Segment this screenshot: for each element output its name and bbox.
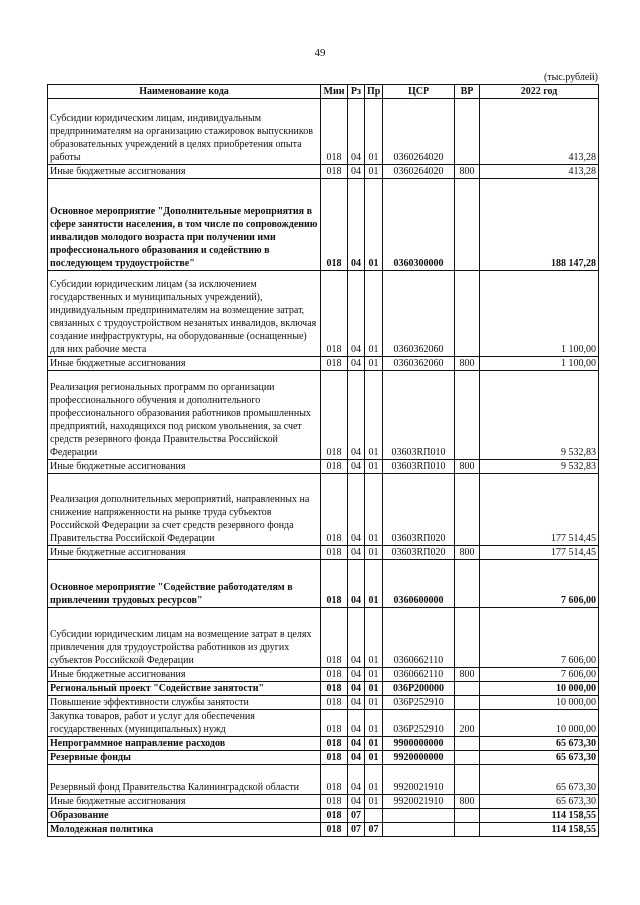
cell-vr xyxy=(455,371,480,460)
page-number: 49 xyxy=(314,47,326,59)
cell-amount: 10 000,00 xyxy=(480,682,599,696)
cell-name: Субсидии юридическим лицам на возмещение затрат в целях привлечения для трудоустройства работников из других субъектов Российской Федерации xyxy=(48,608,321,668)
cell-name: Основное мероприятие "Содействие работодателям в привлечении трудовых ресурсов" xyxy=(48,560,321,608)
cell-csr: 03603RП010 xyxy=(383,371,455,460)
cell-vr xyxy=(455,696,480,710)
cell-csr: 0360300000 xyxy=(383,179,455,271)
cell-rz: 07 xyxy=(348,823,365,837)
table-header-row xyxy=(48,85,599,99)
cell-pr: 01 xyxy=(365,474,383,546)
cell-pr: 01 xyxy=(365,668,383,682)
cell-min: 018 xyxy=(321,271,348,357)
cell-name: Региональный проект "Содействие занятости" xyxy=(48,682,321,696)
cell-min: 018 xyxy=(321,99,348,165)
table-row xyxy=(48,751,599,765)
table-row xyxy=(48,99,599,165)
cell-rz: 04 xyxy=(348,179,365,271)
cell-min: 018 xyxy=(321,809,348,823)
cell-csr: 0360362060 xyxy=(383,271,455,357)
cell-name: Иные бюджетные ассигнования xyxy=(48,668,321,682)
cell-csr: 03603RП010 xyxy=(383,460,455,474)
cell-vr: 800 xyxy=(455,460,480,474)
cell-csr xyxy=(383,809,455,823)
cell-rz: 04 xyxy=(348,546,365,560)
cell-amount: 9 532,83 xyxy=(480,460,599,474)
cell-pr xyxy=(365,809,383,823)
cell-csr: 9900000000 xyxy=(383,737,455,751)
cell-vr: 800 xyxy=(455,357,480,371)
cell-amount: 65 673,30 xyxy=(480,751,599,765)
cell-min: 018 xyxy=(321,474,348,546)
cell-rz: 04 xyxy=(348,795,365,809)
cell-min: 018 xyxy=(321,823,348,837)
table-row xyxy=(48,371,599,460)
cell-vr xyxy=(455,99,480,165)
cell-vr xyxy=(455,682,480,696)
cell-rz: 04 xyxy=(348,710,365,737)
cell-pr: 07 xyxy=(365,823,383,837)
table-row xyxy=(48,546,599,560)
cell-name: Реализация региональных программ по организации профессионального обучения и дополнительного профессионального образования работников промышленных предприятий, находящихся под риском увольнения, за счет средств резервного фонда Правительства Российской Федерации xyxy=(48,371,321,460)
cell-name: Резервный фонд Правительства Калининградской области xyxy=(48,765,321,795)
cell-min: 018 xyxy=(321,608,348,668)
cell-pr: 01 xyxy=(365,560,383,608)
cell-name: Иные бюджетные ассигнования xyxy=(48,165,321,179)
table-row xyxy=(48,179,599,271)
cell-vr xyxy=(455,737,480,751)
table-row xyxy=(48,460,599,474)
table-row xyxy=(48,682,599,696)
cell-pr: 01 xyxy=(365,179,383,271)
table-row xyxy=(48,710,599,737)
cell-csr: 0360362060 xyxy=(383,357,455,371)
cell-amount: 177 514,45 xyxy=(480,546,599,560)
cell-amount: 10 000,00 xyxy=(480,710,599,737)
cell-vr: 800 xyxy=(455,165,480,179)
cell-min: 018 xyxy=(321,165,348,179)
header-amount: 2022 год xyxy=(480,85,599,99)
cell-amount: 1 100,00 xyxy=(480,271,599,357)
cell-vr: 800 xyxy=(455,795,480,809)
cell-csr: 0360662110 xyxy=(383,668,455,682)
cell-vr xyxy=(455,560,480,608)
cell-vr xyxy=(455,271,480,357)
cell-rz: 04 xyxy=(348,357,365,371)
cell-vr xyxy=(455,608,480,668)
cell-csr: 03603RП020 xyxy=(383,474,455,546)
cell-min: 018 xyxy=(321,751,348,765)
table-row xyxy=(48,809,599,823)
cell-rz: 04 xyxy=(348,99,365,165)
cell-min: 018 xyxy=(321,371,348,460)
cell-name: Резервные фонды xyxy=(48,751,321,765)
cell-vr xyxy=(455,751,480,765)
cell-amount: 9 532,83 xyxy=(480,371,599,460)
cell-rz: 04 xyxy=(348,371,365,460)
cell-name: Иные бюджетные ассигнования xyxy=(48,546,321,560)
cell-amount: 413,28 xyxy=(480,165,599,179)
cell-vr xyxy=(455,179,480,271)
cell-pr: 01 xyxy=(365,765,383,795)
cell-name: Иные бюджетные ассигнования xyxy=(48,357,321,371)
table-row xyxy=(48,823,599,837)
cell-amount: 65 673,30 xyxy=(480,795,599,809)
cell-name: Основное мероприятие "Дополнительные мероприятия в сфере занятости населения, в том числе по сопровождению инвалидов молодого возраста при получении ими профессионального образования и содействию в последующем трудоустройстве" xyxy=(48,179,321,271)
cell-min: 018 xyxy=(321,460,348,474)
cell-rz: 04 xyxy=(348,560,365,608)
cell-csr: 036P252910 xyxy=(383,696,455,710)
cell-pr: 01 xyxy=(365,99,383,165)
cell-amount: 177 514,45 xyxy=(480,474,599,546)
cell-name: Субсидии юридическим лицам, индивидуальным предпринимателям на организацию стажировок выпускников образовательных учреждений в целях приобретения опыта работы xyxy=(48,99,321,165)
table-body xyxy=(48,99,599,837)
table-row xyxy=(48,608,599,668)
cell-name: Образование xyxy=(48,809,321,823)
header-csr: ЦСР xyxy=(383,85,455,99)
cell-min: 018 xyxy=(321,179,348,271)
units-label: (тыс.рублей) xyxy=(543,72,598,83)
cell-min: 018 xyxy=(321,682,348,696)
cell-name: Субсидии юридическим лицам (за исключением государственных и муниципальных учреждений), индивидуальным предпринимателям на возмещение затрат, связанных с трудоустройством незанятых инвалидов, включая создание инфраструктуры, на оборудованные (оснащенные) для них рабочие места xyxy=(48,271,321,357)
cell-rz: 04 xyxy=(348,765,365,795)
cell-csr: 9920021910 xyxy=(383,765,455,795)
cell-min: 018 xyxy=(321,357,348,371)
cell-csr xyxy=(383,823,455,837)
cell-amount: 65 673,30 xyxy=(480,737,599,751)
cell-amount: 188 147,28 xyxy=(480,179,599,271)
cell-name: Иные бюджетные ассигнования xyxy=(48,460,321,474)
cell-amount: 7 606,00 xyxy=(480,608,599,668)
table-row xyxy=(48,668,599,682)
cell-csr: 036P252910 xyxy=(383,710,455,737)
cell-pr: 01 xyxy=(365,696,383,710)
table-row xyxy=(48,357,599,371)
cell-csr: 036P200000 xyxy=(383,682,455,696)
cell-min: 018 xyxy=(321,560,348,608)
cell-min: 018 xyxy=(321,765,348,795)
header-rz: Рз xyxy=(348,85,365,99)
cell-pr: 01 xyxy=(365,608,383,668)
cell-rz: 04 xyxy=(348,608,365,668)
cell-amount: 1 100,00 xyxy=(480,357,599,371)
cell-csr: 0360600000 xyxy=(383,560,455,608)
cell-rz: 04 xyxy=(348,737,365,751)
cell-vr xyxy=(455,823,480,837)
cell-name: Непрограммное направление расходов xyxy=(48,737,321,751)
header-vr: ВР xyxy=(455,85,480,99)
cell-name: Реализация дополнительных мероприятий, направленных на снижение напряженности на рынке труда субъектов Российской Федерации за счет средств резервного фонда Правительства Российской Федерации xyxy=(48,474,321,546)
cell-csr: 03603RП020 xyxy=(383,546,455,560)
cell-pr: 01 xyxy=(365,737,383,751)
cell-csr: 0360264020 xyxy=(383,165,455,179)
cell-rz: 04 xyxy=(348,165,365,179)
cell-name: Молодежная политика xyxy=(48,823,321,837)
cell-csr: 0360662110 xyxy=(383,608,455,668)
table-row xyxy=(48,165,599,179)
header-min: Мин xyxy=(321,85,348,99)
cell-pr: 01 xyxy=(365,682,383,696)
cell-vr xyxy=(455,809,480,823)
cell-name: Повышение эффективности службы занятости xyxy=(48,696,321,710)
cell-csr: 9920021910 xyxy=(383,795,455,809)
cell-rz: 07 xyxy=(348,809,365,823)
cell-pr: 01 xyxy=(365,710,383,737)
cell-csr: 0360264020 xyxy=(383,99,455,165)
table-row xyxy=(48,795,599,809)
cell-min: 018 xyxy=(321,737,348,751)
table-row xyxy=(48,271,599,357)
cell-name: Иные бюджетные ассигнования xyxy=(48,795,321,809)
cell-pr: 01 xyxy=(365,357,383,371)
cell-rz: 04 xyxy=(348,271,365,357)
cell-amount: 65 673,30 xyxy=(480,765,599,795)
cell-rz: 04 xyxy=(348,751,365,765)
cell-vr xyxy=(455,474,480,546)
cell-vr xyxy=(455,765,480,795)
cell-amount: 114 158,55 xyxy=(480,809,599,823)
cell-pr: 01 xyxy=(365,460,383,474)
cell-csr: 9920000000 xyxy=(383,751,455,765)
cell-name: Закупка товаров, работ и услуг для обеспечения государственных (муниципальных) нужд xyxy=(48,710,321,737)
cell-rz: 04 xyxy=(348,668,365,682)
cell-vr: 200 xyxy=(455,710,480,737)
cell-pr: 01 xyxy=(365,546,383,560)
cell-rz: 04 xyxy=(348,474,365,546)
header-name: Наименование кода xyxy=(48,85,321,99)
cell-min: 018 xyxy=(321,546,348,560)
cell-rz: 04 xyxy=(348,460,365,474)
table-row xyxy=(48,560,599,608)
cell-rz: 04 xyxy=(348,682,365,696)
table-row xyxy=(48,696,599,710)
cell-amount: 413,28 xyxy=(480,99,599,165)
table-row xyxy=(48,765,599,795)
cell-pr: 01 xyxy=(365,165,383,179)
cell-amount: 114 158,55 xyxy=(480,823,599,837)
header-pr: Пр xyxy=(365,85,383,99)
cell-amount: 7 606,00 xyxy=(480,668,599,682)
cell-amount: 10 000,00 xyxy=(480,696,599,710)
cell-min: 018 xyxy=(321,668,348,682)
cell-rz: 04 xyxy=(348,696,365,710)
cell-pr: 01 xyxy=(365,371,383,460)
table-row xyxy=(48,474,599,546)
cell-min: 018 xyxy=(321,696,348,710)
cell-pr: 01 xyxy=(365,751,383,765)
cell-pr: 01 xyxy=(365,271,383,357)
budget-table xyxy=(47,84,599,837)
cell-vr: 800 xyxy=(455,668,480,682)
cell-pr: 01 xyxy=(365,795,383,809)
cell-min: 018 xyxy=(321,795,348,809)
cell-min: 018 xyxy=(321,710,348,737)
table-row xyxy=(48,737,599,751)
cell-vr: 800 xyxy=(455,546,480,560)
cell-amount: 7 606,00 xyxy=(480,560,599,608)
